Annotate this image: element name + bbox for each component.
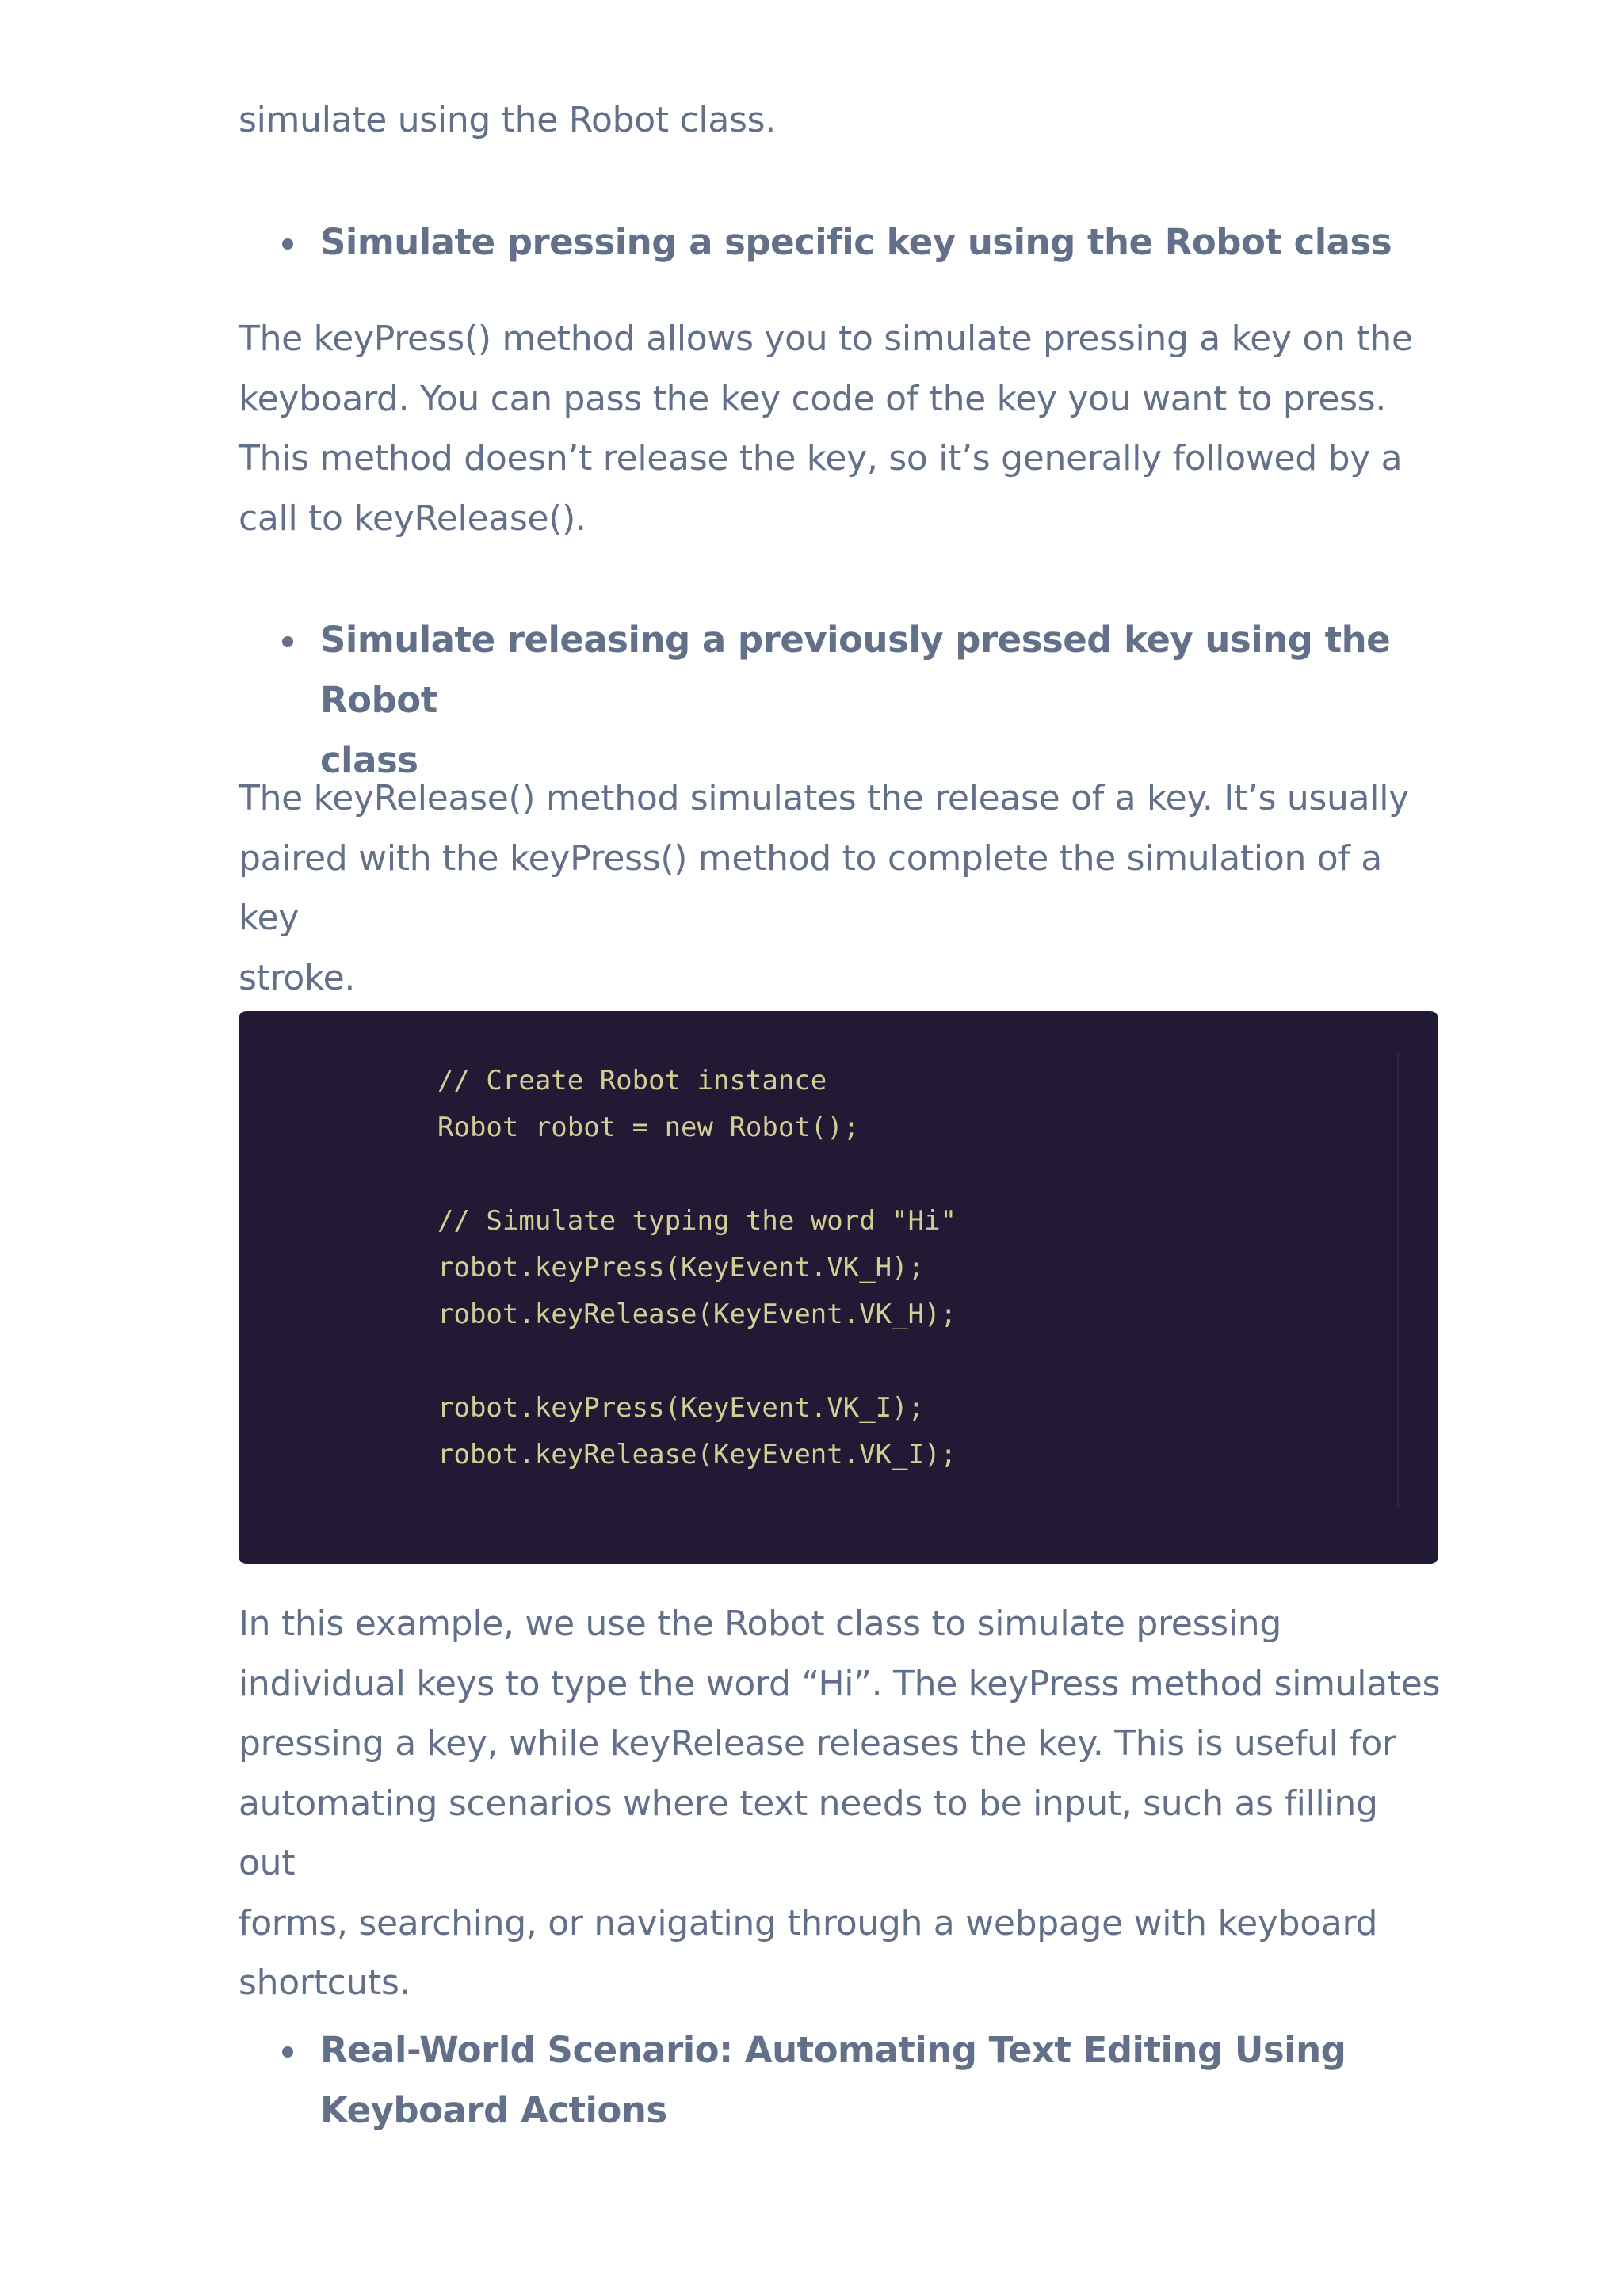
heading-line: class — [320, 739, 418, 781]
code-line: robot.keyRelease(KeyEvent.VK_I); — [437, 1439, 957, 1470]
paragraph-line: In this example, we use the Robot class to simulate pressing — [239, 1604, 1281, 1644]
code-line: Robot robot = new Robot(); — [437, 1112, 860, 1143]
section-heading-real-world — [239, 2020, 1443, 2141]
section-heading-keypress — [239, 212, 1443, 273]
section-heading-keyrelease — [239, 610, 1443, 791]
paragraph-line: automating scenarios where text needs to be input, such as filling out — [239, 1783, 1378, 1883]
heading-line: Real-World Scenario: Automating Text Editing Using — [320, 2029, 1346, 2071]
bullet-dot — [282, 2046, 293, 2058]
paragraph-line: paired with the keyPress() method to complete the simulation of a key — [239, 837, 1382, 938]
heading-line: Keyboard Actions — [320, 2089, 667, 2131]
heading-line: Simulate releasing a previously pressed key using the Robot — [320, 619, 1391, 721]
intro-paragraph — [239, 90, 1443, 151]
paragraph-line: The keyPress() method allows you to simulate pressing a key on the — [239, 318, 1413, 359]
code-scroll-rule — [1397, 1052, 1399, 1507]
code-line: // Create Robot instance — [437, 1065, 827, 1097]
code-line: robot.keyRelease(KeyEvent.VK_H); — [437, 1299, 957, 1330]
code-line: robot.keyPress(KeyEvent.VK_H); — [437, 1252, 925, 1283]
paragraph-line: This method doesn’t release the key, so it’s generally followed by a — [239, 438, 1403, 479]
code-block[interactable] — [239, 1011, 1438, 1564]
paragraph-line: pressing a key, while keyRelease releases the key. This is useful for — [239, 1723, 1396, 1764]
heading-line: Simulate pressing a specific key using the Robot class — [320, 221, 1392, 263]
paragraph-line: stroke. — [239, 957, 356, 998]
paragraph-line: call to keyRelease(). — [239, 498, 586, 539]
bullet-dot — [282, 238, 293, 250]
paragraph-line: shortcuts. — [239, 1962, 411, 2003]
paragraph-line: The keyRelease() method simulates the release of a key. It’s usually — [239, 778, 1409, 818]
code-line: // Simulate typing the word "Hi" — [437, 1205, 957, 1237]
bullet-dot — [282, 636, 293, 647]
keyrelease-paragraph — [239, 769, 1443, 1008]
paragraph-line: individual keys to type the word “Hi”. The keyPress method simulates — [239, 1663, 1441, 1704]
code-line-blank — [437, 1151, 1438, 1198]
explanation-paragraph — [239, 1594, 1443, 2013]
keypress-paragraph — [239, 309, 1443, 548]
intro-line: simulate using the Robot class. — [239, 100, 776, 140]
paragraph-line: keyboard. You can pass the key code of the key you want to press. — [239, 378, 1387, 419]
paragraph-line: forms, searching, or navigating through a webpage with keyboard — [239, 1902, 1378, 1943]
code-line-blank — [437, 1338, 1438, 1385]
code-line: robot.keyPress(KeyEvent.VK_I); — [437, 1392, 925, 1424]
